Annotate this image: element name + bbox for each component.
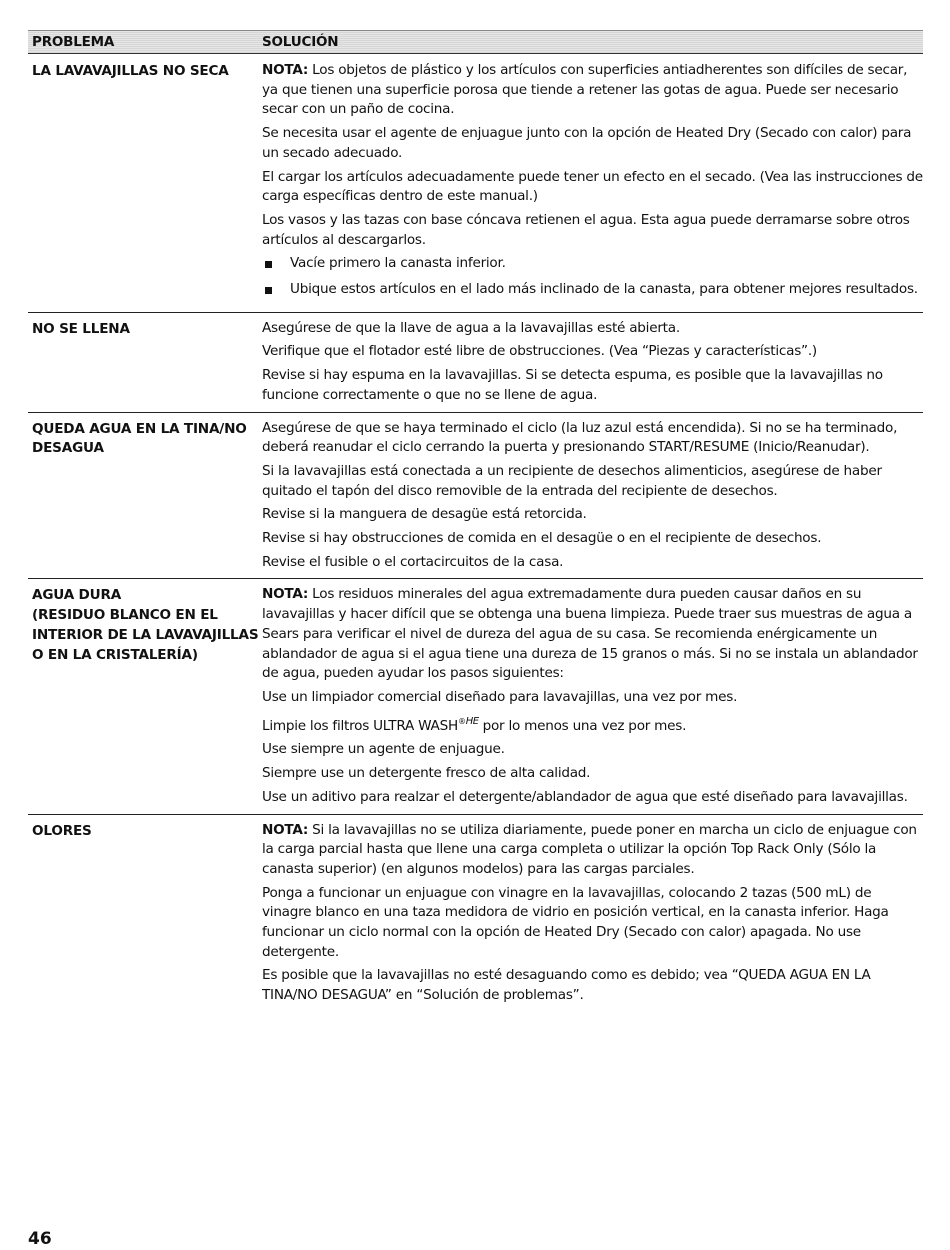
page-number: 46 <box>28 1229 52 1249</box>
square-bullet-icon <box>265 261 272 268</box>
solution-paragraph <box>262 585 923 684</box>
table-row <box>28 419 923 580</box>
paragraph-text: Siempre use un detergente fresco de alta calidad. <box>262 765 591 782</box>
paragraph-text: Verifique que el flotador esté libre de obstrucciones. (Vea “Piezas y características”.) <box>262 343 817 360</box>
paragraph-text: Revise si la manguera de desagüe está retorcida. <box>262 506 587 523</box>
paragraph-text: Use siempre un agente de enjuague. <box>262 741 505 758</box>
bullet-item <box>262 254 923 274</box>
problem-label: DESAGUA <box>32 440 104 457</box>
table-row <box>28 61 923 313</box>
solution-cell <box>262 585 923 807</box>
paragraph-text: Limpie los filtros ULTRA WASH <box>262 717 458 734</box>
problem-cell <box>28 319 262 406</box>
solution-paragraph <box>262 211 923 250</box>
table-row <box>28 319 923 413</box>
solution-cell <box>262 821 923 1006</box>
solution-cell <box>262 419 923 573</box>
header-solucion: SOLUCIÓN <box>262 34 339 50</box>
solution-paragraph <box>262 553 923 573</box>
he-mark: HE <box>465 715 479 727</box>
note-lead: NOTA: <box>262 62 309 78</box>
paragraph-text: Ponga a funcionar un enjuague con vinagre en la lavavajillas, colocando 2 tazas (500 mL) de vinagre blanco en una taza medidora de vidrio en posición vertical, en la canasta inferior. Haga funcionar un ciclo normal con la opción de Heated Dry (Secado con calor) apagada. No use detergente. <box>262 884 889 960</box>
solution-paragraph <box>262 366 923 405</box>
solution-paragraph <box>262 529 923 549</box>
problem-label: O EN LA CRISTALERÍA) <box>32 646 198 663</box>
paragraph-text: Los vasos y las tazas con base cóncava retienen el agua. Esta agua puede derramarse sobre otros artículos al descargarlos. <box>262 211 910 248</box>
paragraph-text: El cargar los artículos adecuadamente puede tener un efecto en el secado. (Vea las instrucciones de carga específicas dentro de este manual.) <box>262 168 923 205</box>
paragraph-text: Si la lavavajillas está conectada a un recipiente de desechos alimenticios, asegúrese de haber quitado el tapón del disco removible de la entrada del recipiente de desechos. <box>262 462 882 499</box>
solution-paragraph <box>262 319 923 339</box>
paragraph-text: Es posible que la lavavajillas no esté desaguando como es debido; vea “QUEDA AGUA EN LA TINA/NO DESAGUA” en “Solución de problemas”. <box>262 967 871 1004</box>
solution-paragraph <box>262 764 923 784</box>
problem-cell <box>28 61 262 306</box>
solution-paragraph <box>262 462 923 501</box>
solution-paragraph <box>262 124 923 163</box>
problem-cell <box>28 585 262 807</box>
paragraph-text: Revise si hay espuma en la lavavajillas. Si se detecta espuma, es posible que la lavavajillas no funcione correctamente o que no se llene de agua. <box>262 367 883 403</box>
problem-label: (RESIDUO BLANCO EN EL <box>32 607 218 624</box>
note-lead: NOTA: <box>262 821 309 838</box>
solution-paragraph <box>262 419 923 458</box>
problem-label: INTERIOR DE LA LAVAVAJILLAS <box>32 626 259 643</box>
bullet-item <box>262 280 923 300</box>
note-lead: NOTA: <box>262 586 309 603</box>
paragraph-text: Los residuos minerales del agua extremadamente dura pueden causar daños en su lavavajillas y hacer difícil que se obtenga una buena limpieza. Puede traer sus muestras de agua a Sears para verificar el nivel de dureza del agua de su casa. Se recomienda enérgicamente un ablandador de agua si el agua tiene una dureza de 15 granos o más. Si no se instala un ablandador de agua, pueden ayudar los pasos siguientes: <box>262 586 918 682</box>
problem-label: QUEDA AGUA EN LA TINA/NO <box>32 420 247 437</box>
paragraph-text: Asegúrese de que se haya terminado el ciclo (la luz azul está encendida). Si no se ha terminado, deberá reanudar el ciclo cerrando la puerta y presionando START/RESUME (Inicio/Reanudar). <box>262 419 898 456</box>
solution-paragraph <box>262 505 923 525</box>
solution-paragraph <box>262 342 923 362</box>
solution-cell <box>262 61 923 306</box>
solution-paragraph <box>262 884 923 963</box>
bullet-text: Ubique estos artículos en el lado más inclinado de la canasta, para obtener mejores resultados. <box>290 281 918 298</box>
paragraph-text: Los objetos de plástico y los artículos con superficies antiadherentes son difíciles de secar, ya que tienen una superficie porosa que tiende a retener las gotas de agua. Puede ser necesario secar con un paño de cocina. <box>262 62 908 118</box>
paragraph-text: Asegúrese de que la llave de agua a la lavavajillas esté abierta. <box>262 319 680 336</box>
solution-paragraph <box>262 61 923 120</box>
paragraph-text: Se necesita usar el agente de enjuague junto con la opción de Heated Dry (Secado con calor) para un secado adecuado. <box>262 125 912 161</box>
solution-paragraph <box>262 788 923 808</box>
paragraph-text: Revise si hay obstrucciones de comida en el desagüe o en el recipiente de desechos. <box>262 530 822 547</box>
paragraph-text-tail: por lo menos una vez por mes. <box>478 717 687 734</box>
table-row <box>28 821 923 1012</box>
solution-paragraph <box>262 821 923 880</box>
registered-mark: ® <box>457 716 466 726</box>
solution-paragraph <box>262 966 923 1005</box>
paragraph-text: Revise el fusible o el cortacircuitos de la casa. <box>262 553 564 570</box>
troubleshooting-table <box>28 61 923 1018</box>
square-bullet-icon <box>265 287 272 294</box>
problem-label: LA LAVAVAJILLAS NO SECA <box>32 63 229 79</box>
paragraph-text: Si la lavavajillas no se utiliza diariamente, puede poner en marcha un ciclo de enjuague con la carga parcial hasta que llene una carga completa o utilizar la opción Top Rack Only (Sólo la canasta superior) (en algunos modelos) para las cargas parciales. <box>262 821 917 877</box>
table-row <box>28 585 923 814</box>
problem-cell <box>28 419 262 573</box>
solution-paragraph <box>262 688 923 708</box>
solution-paragraph <box>262 740 923 760</box>
solution-paragraph <box>262 168 923 207</box>
problem-cell <box>28 821 262 1006</box>
solution-cell <box>262 319 923 406</box>
paragraph-text: Use un limpiador comercial diseñado para lavavajillas, una vez por mes. <box>262 688 738 705</box>
problem-label: NO SE LLENA <box>32 320 130 337</box>
paragraph-text: Use un aditivo para realzar el detergente/ablandador de agua que esté diseñado para lavavajillas. <box>262 788 908 805</box>
solution-paragraph <box>262 712 923 737</box>
bullet-text: Vacíe primero la canasta inferior. <box>290 255 506 272</box>
table-header <box>28 30 923 54</box>
problem-label: OLORES <box>32 822 92 839</box>
header-problema: PROBLEMA <box>32 34 115 50</box>
problem-label: AGUA DURA <box>32 587 122 604</box>
